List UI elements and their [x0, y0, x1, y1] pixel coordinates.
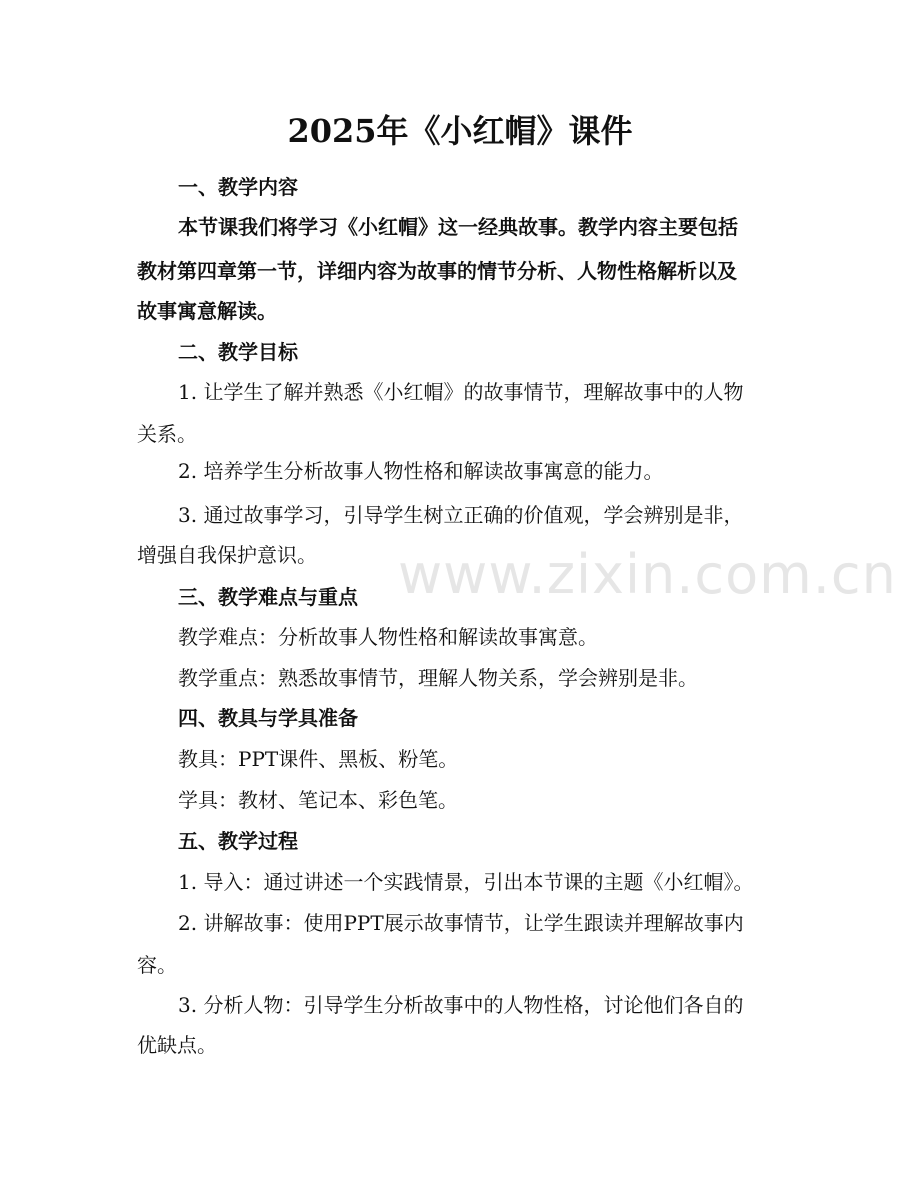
- watermark-text: www.zixin.com.cn: [398, 543, 897, 606]
- list-item-line: 1. 让学生了解并熟悉《小红帽》的故事情节，理解故事中的人物: [178, 380, 744, 404]
- paragraph-line: 学具：教材、笔记本、彩色笔。: [178, 788, 458, 812]
- section-heading-3: 三、教学难点与重点: [178, 585, 358, 609]
- list-item-line: 优缺点。: [137, 1033, 217, 1057]
- section-heading-1: 一、教学内容: [178, 175, 298, 199]
- list-item-line: 容。: [137, 953, 177, 977]
- paragraph-line: 故事寓意解读。: [137, 299, 277, 323]
- list-item-line: 3. 通过故事学习，引导学生树立正确的价值观，学会辨别是非，: [178, 503, 744, 527]
- list-item-line: 增强自我保护意识。: [137, 543, 317, 567]
- list-item-line: 1. 导入：通过讲述一个实践情景，引出本节课的主题《小红帽》。: [178, 870, 754, 894]
- paragraph-line: 教具：PPT课件、黑板、粉笔。: [178, 747, 459, 771]
- paragraph-line: 教学难点：分析故事人物性格和解读故事寓意。: [178, 625, 598, 649]
- list-item-line: 3. 分析人物：引导学生分析故事中的人物性格，讨论他们各自的: [178, 993, 744, 1017]
- section-heading-2: 二、教学目标: [178, 340, 298, 364]
- section-heading-5: 五、教学过程: [178, 829, 298, 853]
- document-title: 2025年《小红帽》课件: [287, 112, 633, 150]
- section-heading-4: 四、教具与学具准备: [178, 706, 358, 730]
- list-item-line: 2. 培养学生分析故事人物性格和解读故事寓意的能力。: [178, 459, 664, 483]
- list-item-line: 2. 讲解故事：使用PPT展示故事情节，让学生跟读并理解故事内: [178, 911, 744, 935]
- paragraph-line: 教学重点：熟悉故事情节，理解人物关系，学会辨别是非。: [178, 666, 698, 690]
- list-item-line: 关系。: [137, 422, 197, 446]
- paragraph-line: 本节课我们将学习《小红帽》这一经典故事。教学内容主要包括: [178, 215, 738, 239]
- paragraph-line: 教材第四章第一节，详细内容为故事的情节分析、人物性格解析以及: [137, 259, 737, 283]
